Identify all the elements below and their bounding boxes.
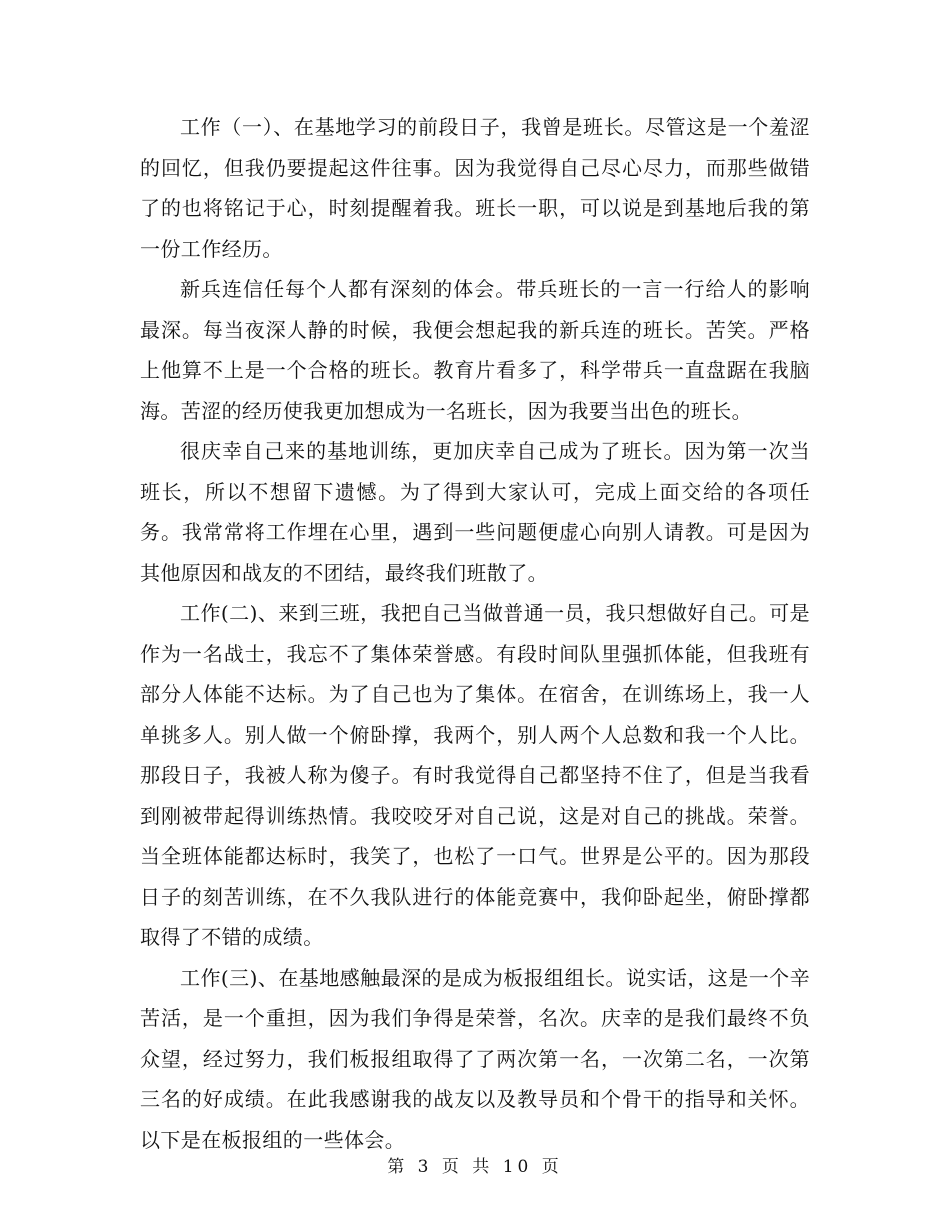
paragraph-3: 很庆幸自己来的基地训练，更加庆幸自己成为了班长。因为第一次当班长，所以不想留下遗憾。为了得到大家认可，完成上面交给的各项任务。我常常将工作埋在心里，遇到一些问题便虚心向别人请教。可是因为其他原因和战友的不团结，最终我们班散了。 [140,439,810,585]
paragraph-1: 工作（一）、在基地学习的前段日子，我曾是班长。尽管这是一个羞涩的回忆，但我仍要提起这件往事。因为我觉得自己尽心尽力，而那些做错了的也将铭记于心，时刻提醒着我。班长一职，可以说是到基地后我的第一份工作经历。 [140,115,810,261]
paragraph-5: 工作(三)、在基地感触最深的是成为板报组组长。说实话，这是一个辛苦活，是一个重担，因为我们争得是荣誉，名次。庆幸的是我们最终不负众望，经过努力，我们板报组取得了了两次第一名，一次第二名，一次第三名的好成绩。在此我感谢我的战友以及教导员和个骨干的指导和关怀。以下是在板报组的一些体会。 [140,965,810,1152]
paragraph-2: 新兵连信任每个人都有深刻的体会。带兵班长的一言一行给人的影响最深。每当夜深人静的时候，我便会想起我的新兵连的班长。苦笑。严格上他算不上是一个合格的班长。教育片看多了，科学带兵一直盘踞在我脑海。苦涩的经历使我更加想成为一名班长，因为我要当出色的班长。 [140,277,810,423]
page-footer: 第 3 页 共 10 页 [387,1157,563,1177]
document-body [140,107,810,1160]
paragraph-4: 工作(二)、来到三班，我把自己当做普通一员，我只想做好自己。可是作为一名战士，我忘不了集体荣誉感。有段时间队里强抓体能，但我班有部分人体能不达标。为了自己也为了集体。在宿舍，在训练场上，我一人单挑多人。别人做一个俯卧撑，我两个，别人两个人总数和我一个人比。那段日子，我被人称为傻子。有时我觉得自己都坚持不住了，但是当我看到刚被带起得训练热情。我咬咬牙对自己说，这是对自己的挑战。荣誉。当全班体能都达标时，我笑了，也松了一口气。世界是公平的。因为那段日子的刻苦训练，在不久我队进行的体能竞赛中，我仰卧起坐，俯卧撑都取得了不错的成绩。 [140,601,810,949]
